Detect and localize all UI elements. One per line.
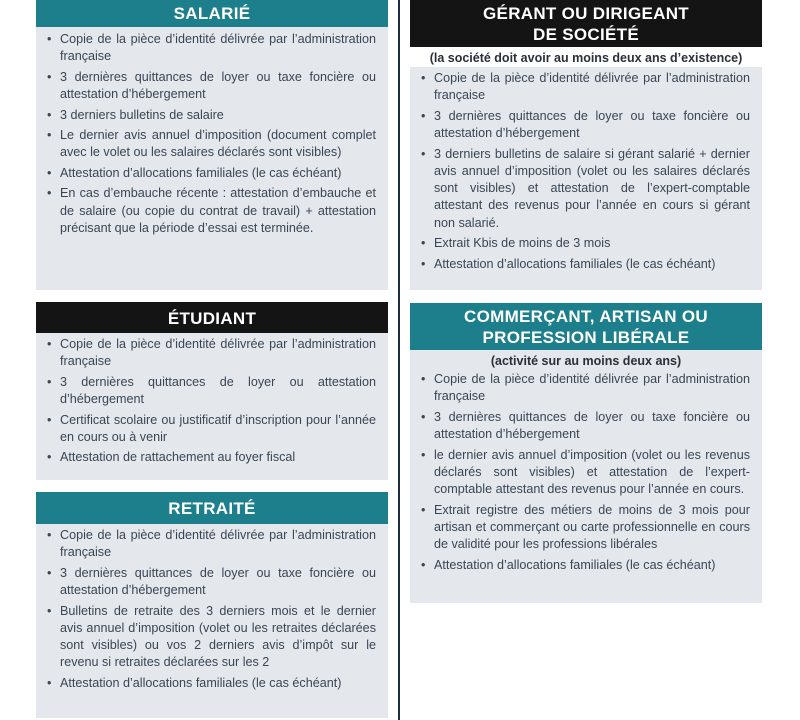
gerant-list xyxy=(410,67,762,273)
list-item: • 3 derniers bulletins de salaire si gérant salarié + dernier avis annuel d’imposition (volet ou les salaires déclarés sont visibles) et attestation de l’expert-comptable attestant des revenus pour l’année en cours si gérant non salarié. xyxy=(434,146,750,232)
list-item: • Copie de la pièce d’identité délivrée par l’administration française xyxy=(434,70,750,105)
card-salarie xyxy=(36,0,388,290)
list-item: • 3 dernières quittances de loyer ou taxe foncière ou attestation d’hébergement xyxy=(434,409,750,444)
list-item: • 3 dernières quittances de loyer ou taxe foncière ou attestation d’hébergement xyxy=(434,108,750,143)
card-gerant-title xyxy=(410,0,762,47)
list-item: • 3 dernières quittances de loyer ou attestation d’hébergement xyxy=(60,374,376,409)
list-item: • Copie de la pièce d’identité délivrée par l’administration française xyxy=(434,371,750,406)
retraite-list xyxy=(36,524,388,692)
list-item: • Copie de la pièce d’identité délivrée par l’administration française xyxy=(60,336,376,371)
card-commercant-title xyxy=(410,303,762,350)
card-retraite-title: RETRAITÉ xyxy=(36,492,388,524)
card-gerant-title-line2: DE SOCIÉTÉ xyxy=(533,25,639,44)
list-item: • Attestation de rattachement au foyer fiscal xyxy=(60,449,376,466)
list-item: • Attestation d’allocations familiales (le cas échéant) xyxy=(434,557,750,574)
card-gerant xyxy=(410,0,762,290)
list-item: • le dernier avis annuel d’imposition (volet ou les revenus déclarés sont visibles) et attestation de l’expert-comptable attestant des revenus pour l’année en cours. xyxy=(434,447,750,499)
card-salarie-title: SALARIÉ xyxy=(36,0,388,27)
card-commercant-title-line2: PROFESSION LIBÉRALE xyxy=(482,328,690,347)
list-item: • Attestation d’allocations familiales (le cas échéant) xyxy=(60,675,376,692)
list-item: • Bulletins de retraite des 3 derniers mois et le dernier avis annuel d’imposition (volet ou les retraites déclarées sont visibles) ou vos 2 derniers avis d’impôt sur le revenu si retraites déclarées sur les 2 xyxy=(60,603,376,672)
card-gerant-title-line1: GÉRANT OU DIRIGEANT xyxy=(483,4,689,23)
card-gerant-subtitle: (la société doit avoir au moins deux ans d’existence) xyxy=(410,47,762,67)
card-etudiant xyxy=(36,302,388,480)
column-divider xyxy=(398,0,400,720)
etudiant-list xyxy=(36,333,388,467)
list-item: • 3 dernières quittances de loyer ou taxe foncière ou attestation d’hébergement xyxy=(60,69,376,104)
card-commercant-subtitle: (activité sur au moins deux ans) xyxy=(410,350,762,370)
list-item: • Attestation d’allocations familiales (le cas échéant) xyxy=(60,165,376,182)
list-item: • 3 derniers bulletins de salaire xyxy=(60,107,376,124)
list-item: • En cas d’embauche récente : attestation d’embauche et de salaire (ou copie du contrat de travail) + attestation précisant que la période d’essai est terminée. xyxy=(60,185,376,237)
salarie-list xyxy=(36,27,388,237)
list-item: • Extrait registre des métiers de moins de 3 mois pour artisan et commerçant ou carte professionnelle en cours de validité pour les professions libérales xyxy=(434,502,750,554)
card-etudiant-title: ÉTUDIANT xyxy=(36,302,388,333)
list-item: • Attestation d’allocations familiales (le cas échéant) xyxy=(434,256,750,273)
card-commercant xyxy=(410,303,762,603)
list-item: • 3 dernières quittances de loyer ou taxe foncière ou attestation d’hébergement xyxy=(60,565,376,600)
card-retraite xyxy=(36,492,388,718)
list-item: • Le dernier avis annuel d’imposition (document complet avec le volet ou les salaires déclarés sont visibles) xyxy=(60,127,376,162)
commercant-list xyxy=(410,370,762,574)
list-item: • Copie de la pièce d’identité délivrée par l’administration française xyxy=(60,527,376,562)
card-commercant-title-line1: COMMERÇANT, ARTISAN OU xyxy=(464,307,708,326)
list-item: • Copie de la pièce d’identité délivrée par l’administration française xyxy=(60,31,376,66)
list-item: • Extrait Kbis de moins de 3 mois xyxy=(434,235,750,252)
list-item: • Certificat scolaire ou justificatif d’inscription pour l’année en cours ou à venir xyxy=(60,412,376,447)
